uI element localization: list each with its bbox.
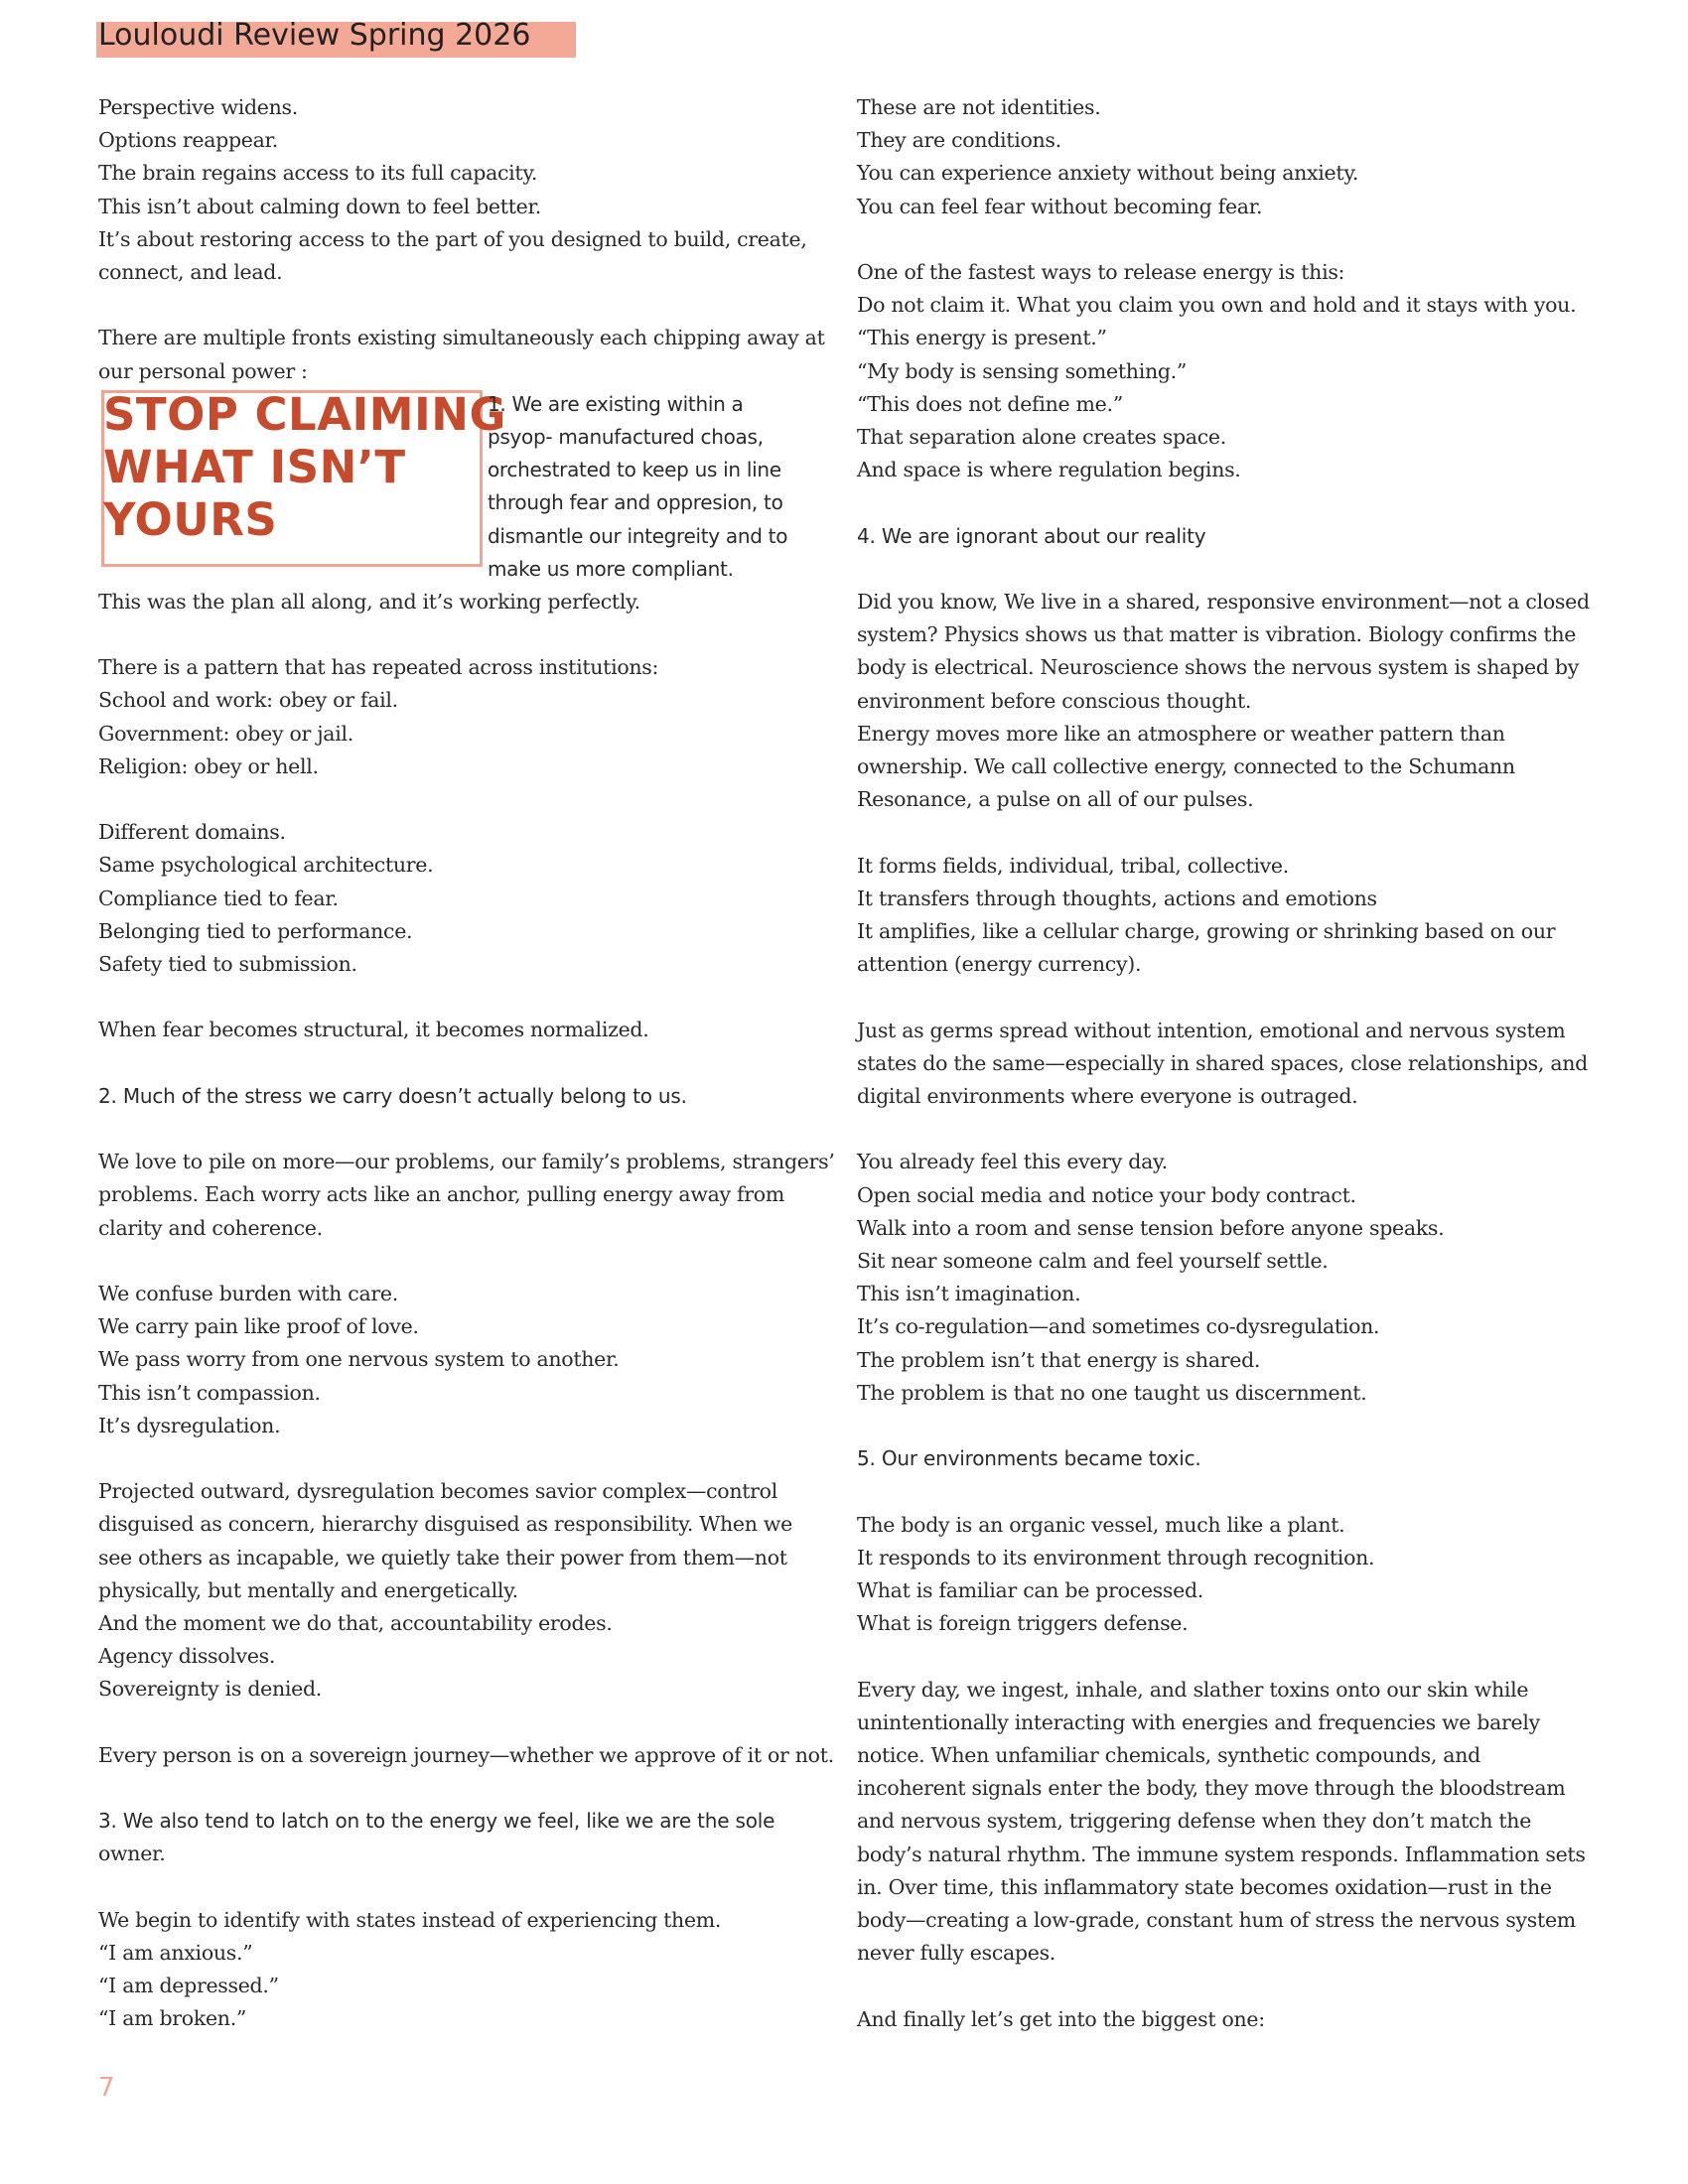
blank-line — [857, 1640, 1592, 1673]
text-line: clarity and coherence. — [98, 1215, 323, 1240]
blank-line — [857, 223, 1592, 256]
text-line: Do not claim it. What you claim you own and hold and it stays with you. — [857, 293, 1577, 318]
section-heading: 2. Much of the stress we carry doesn’t actually belong to us. — [98, 1083, 687, 1108]
text-line: We pass worry from one nervous system to another. — [98, 1347, 620, 1372]
text-line: Resonance, a pulse on all of our pulses. — [857, 787, 1254, 812]
blank-line — [857, 816, 1592, 849]
text-line: One of the fastest ways to release energy is this: — [857, 260, 1345, 284]
text-line: You can feel fear without becoming fear. — [857, 194, 1263, 218]
pull-quote-callout — [98, 388, 828, 586]
text-line: make us more compliant. — [488, 556, 734, 581]
blank-line — [857, 1113, 1592, 1146]
text-line: digital environments where everyone is outraged. — [857, 1084, 1358, 1109]
text-line: orchestrated to keep us in line — [488, 458, 781, 482]
blank-line — [857, 981, 1592, 1014]
text-line: Different domains. — [98, 820, 286, 845]
text-line: “I am broken.” — [98, 2006, 247, 2031]
text-line: This isn’t compassion. — [98, 1380, 321, 1405]
blank-line — [857, 1475, 1592, 1508]
pull-quote-line: YOURS — [103, 492, 278, 546]
text-line: That separation alone creates space. — [857, 425, 1226, 450]
text-line: physically, but mentally and energetically. — [98, 1577, 518, 1602]
text-line: It’s dysregulation. — [98, 1413, 281, 1437]
text-line: Sit near someone calm and feel yourself settle. — [857, 1249, 1329, 1274]
text-line: and nervous system, triggering defense when they don’t match the — [857, 1809, 1532, 1834]
blank-line — [98, 1772, 828, 1805]
text-line: “My body is sensing something.” — [857, 358, 1188, 383]
text-line: body’s natural rhythm. The immune system responds. Inflammation sets — [857, 1842, 1586, 1866]
text-line: We begin to identify with states instead of experiencing them. — [98, 1907, 722, 1932]
blank-line — [98, 981, 828, 1014]
blank-line — [857, 1970, 1592, 2002]
blank-line — [98, 1871, 828, 1904]
text-line: “I am depressed.” — [98, 1974, 279, 1998]
text-line: system? Physics shows us that matter is vibration. Biology confirms the — [857, 622, 1577, 647]
text-line: The body is an organic vessel, much like a plant. — [857, 1512, 1345, 1537]
text-line: connect, and lead. — [98, 260, 283, 285]
text-line: When fear becomes structural, it becomes normalized. — [98, 1018, 649, 1042]
pull-quote-line: STOP CLAIMING — [103, 387, 506, 441]
text-line: environment before conscious thought. — [857, 688, 1252, 713]
text-line: Did you know, We live in a shared, responsive environment—not a closed — [857, 590, 1590, 614]
blank-line — [98, 783, 828, 816]
text-line: Government: obey or jail. — [98, 721, 353, 746]
text-line — [98, 289, 828, 322]
text-line: “I am anxious.” — [98, 1940, 253, 1965]
text-line: And finally let’s get into the biggest one: — [857, 2006, 1265, 2031]
text-line: our personal power : — [98, 358, 308, 383]
text-line: There are multiple fronts existing simultaneously each chipping away at — [98, 326, 825, 350]
text-line: It’s co-regulation—and sometimes co-dysregulation. — [857, 1314, 1380, 1339]
section-heading: 3. We also tend to latch on to the energy we feel, like we are the sole — [98, 1809, 775, 1834]
text-line: It amplifies, like a cellular charge, growing or shrinking based on our — [857, 919, 1556, 944]
blank-line — [98, 1113, 828, 1146]
text-line: You already feel this every day. — [857, 1150, 1168, 1174]
text-line: Compliance tied to fear. — [98, 886, 339, 910]
right-column — [857, 91, 1592, 2036]
publication-header: Louloudi Review Spring 2026 — [98, 18, 531, 53]
text-line: disguised as concern, hierarchy disguised as responsibility. When we — [98, 1512, 792, 1537]
text-line: states do the same—especially in shared spaces, close relationships, and — [857, 1050, 1588, 1075]
text-line: problems. Each worry acts like an anchor, pulling energy away from — [98, 1182, 784, 1207]
text-line: see others as incapable, we quietly take their power from them—not — [98, 1545, 787, 1570]
text-line: Sovereignty is denied. — [98, 1677, 323, 1702]
text-line: body is electrical. Neuroscience shows the nervous system is shaped by — [857, 655, 1580, 680]
text-line: We confuse burden with care. — [98, 1281, 398, 1305]
text-line: Same psychological architecture. — [98, 853, 434, 878]
text-line: This was the plan all along, and it’s working perfectly. — [98, 589, 640, 614]
text-line: never fully escapes. — [857, 1941, 1056, 1966]
text-line: And space is where regulation begins. — [857, 458, 1241, 482]
left-intro — [98, 91, 828, 388]
blank-line — [857, 553, 1592, 586]
pull-quote-title — [103, 388, 506, 546]
text-line: incoherent signals enter the body, they move through the bloodstream — [857, 1776, 1566, 1801]
text-line: What is foreign triggers defense. — [857, 1611, 1189, 1636]
text-line: It forms fields, individual, tribal, collective. — [857, 853, 1289, 878]
text-line: unintentionally interacting with energies and frequencies we barely — [857, 1709, 1540, 1734]
callout-side-text — [488, 388, 835, 586]
text-line: dismantle our integreity and to — [488, 523, 788, 548]
blank-line — [98, 1706, 828, 1739]
text-line: We carry pain like proof of love. — [98, 1314, 419, 1339]
text-line: It responds to its environment through recognition. — [857, 1545, 1375, 1570]
text-line: The brain regains access to its full capacity. — [98, 161, 538, 186]
blank-line — [857, 1410, 1592, 1442]
text-line: Safety tied to submission. — [98, 952, 357, 977]
blank-line — [98, 1245, 828, 1278]
right-body — [857, 91, 1592, 2036]
text-line: School and work: obey or fail. — [98, 688, 398, 713]
text-line: Options reappear. — [98, 128, 279, 153]
text-line: owner. — [98, 1842, 166, 1866]
left-body — [98, 586, 835, 2036]
pull-quote-line: WHAT ISN’T — [103, 440, 406, 493]
text-line: Every person is on a sovereign journey—whether we approve of it or not. — [98, 1742, 834, 1767]
left-column — [98, 91, 835, 2036]
text-line: They are conditions. — [857, 128, 1061, 153]
text-line: It transfers through thoughts, actions and emotions — [857, 886, 1377, 910]
text-line: These are not identities. — [857, 95, 1101, 119]
text-line: Belonging tied to performance. — [98, 918, 413, 943]
blank-line — [98, 1442, 828, 1475]
blank-line — [98, 1047, 828, 1080]
text-line: We love to pile on more—our problems, our family’s problems, strangers’ — [98, 1150, 835, 1174]
text-line: The problem is that no one taught us discernment. — [857, 1380, 1367, 1405]
text-line: 1. We are existing within a — [488, 391, 744, 416]
text-line: There is a pattern that has repeated across institutions: — [98, 655, 659, 680]
text-line: Religion: obey or hell. — [98, 753, 319, 778]
text-line: This isn’t imagination. — [857, 1282, 1081, 1306]
text-line: “This energy is present.” — [857, 326, 1107, 350]
text-line: It’s about restoring access to the part of you designed to build, create, — [98, 226, 807, 251]
text-line: The problem isn’t that energy is shared. — [857, 1347, 1261, 1372]
text-line: What is familiar can be processed. — [857, 1578, 1203, 1603]
text-line: This isn’t about calming down to feel better. — [98, 194, 541, 218]
text-line: Agency dissolves. — [98, 1644, 276, 1669]
section-heading: 5. Our environments became toxic. — [857, 1446, 1201, 1471]
text-line: Projected outward, dysregulation becomes savior complex—control — [98, 1479, 777, 1504]
text-line: through fear and oppresion, to — [488, 490, 783, 515]
text-line: body—creating a low-grade, constant hum of stress the nervous system — [857, 1908, 1576, 1933]
text-line: Walk into a room and sense tension before anyone speaks. — [857, 1215, 1445, 1240]
text-line: ownership. We call collective energy, connected to the Schumann — [857, 754, 1515, 779]
text-line: attention (energy currency). — [857, 952, 1142, 977]
text-line: notice. When unfamiliar chemicals, synthetic compounds, and — [857, 1743, 1480, 1768]
text-line: Energy moves more like an atmosphere or weather pattern than — [857, 721, 1505, 746]
text-line: And the moment we do that, accountability erodes. — [98, 1611, 613, 1635]
blank-line — [98, 618, 828, 651]
text-line: You can experience anxiety without being anxiety. — [857, 161, 1359, 186]
page-number: 7 — [98, 2073, 115, 2103]
text-line: psyop- manufactured choas, — [488, 425, 764, 450]
text-line: in. Over time, this inflammatory state becomes oxidation—rust in the — [857, 1874, 1552, 1899]
text-line: Open social media and notice your body contract. — [857, 1182, 1356, 1207]
blank-line — [857, 486, 1592, 519]
text-line: Every day, we ingest, inhale, and slather toxins onto our skin while — [857, 1677, 1529, 1702]
text-line: Perspective widens. — [98, 95, 298, 119]
text-line: Just as germs spread without intention, emotional and nervous system — [857, 1018, 1566, 1042]
text-line: “This does not define me.” — [857, 391, 1123, 416]
section-heading: 4. We are ignorant about our reality — [857, 523, 1206, 548]
